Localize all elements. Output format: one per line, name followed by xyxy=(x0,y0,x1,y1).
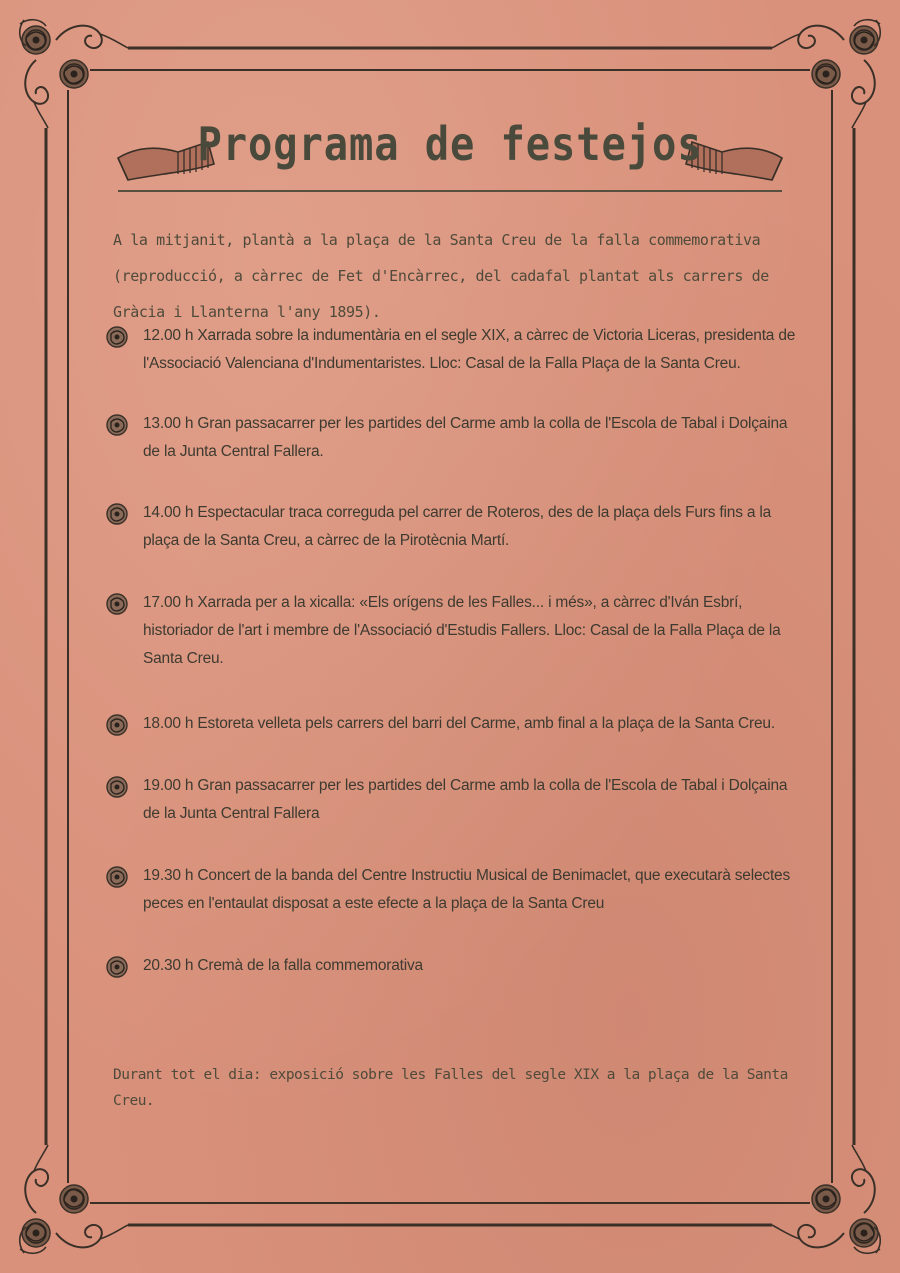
event-item xyxy=(105,589,805,673)
title-block xyxy=(110,112,790,202)
event-text: 14.00 h Espectacular traca correguda pel carrer de Roteros, des de la plaça dels Furs fins a la plaça de la Santa Creu, a càrrec de la Pirotècnia Martí. xyxy=(143,504,772,549)
event-text: 20.30 h Cremà de la falla commemorativa xyxy=(143,957,423,974)
intro-paragraph: A la mitjanit, plantà a la plaça de la Santa Creu de la falla commemorativa (reproducció, a càrrec de Fet d'Encàrrec, del cadafal plantat als carrers de Gràcia i Llanterna l'any 1895). xyxy=(113,231,769,321)
corner-flourish-icon xyxy=(772,1145,880,1253)
title-underline xyxy=(118,190,782,192)
rosette-bullet-icon xyxy=(105,955,129,979)
rosette-bullet-icon xyxy=(105,713,129,737)
rosette-bullet-icon xyxy=(105,502,129,526)
footer-note: Durant tot el dia: exposició sobre les Falles del segle XIX a la plaça de la Santa Creu. xyxy=(113,1067,788,1109)
event-item xyxy=(105,410,805,466)
rosette-bullet-icon xyxy=(105,325,129,349)
rosette-bullet-icon xyxy=(105,592,129,616)
event-text: 19.30 h Concert de la banda del Centre Instructiu Musical de Benimaclet, que executarà selectes peces en l'entaulat disposat a este efecte a la plaça de la Santa Creu xyxy=(143,867,791,912)
rosette-bullet-icon xyxy=(105,775,129,799)
rosette-bullet-icon xyxy=(105,865,129,889)
event-item xyxy=(105,862,805,918)
event-text: 12.00 h Xarrada sobre la indumentària en el segle XIX, a càrrec de Victoria Liceras, presidenta de l'Associació Valenciana d'Indumentaristes. Lloc: Casal de la Falla Plaça de la Santa Creu. xyxy=(143,327,796,372)
event-item xyxy=(105,499,805,555)
event-item xyxy=(105,772,805,828)
corner-flourish-icon xyxy=(20,1145,128,1253)
event-text: 13.00 h Gran passacarrer per les partides del Carme amb la colla de l'Escola de Tabal i Dolçaina de la Junta Central Fallera. xyxy=(143,415,788,460)
event-text: 18.00 h Estoreta velleta pels carrers del barri del Carme, amb final a la plaça de la Santa Creu. xyxy=(143,715,775,732)
event-item xyxy=(105,322,805,378)
event-text: 17.00 h Xarrada per a la xicalla: «Els orígens de les Falles... i més», a càrrec d'Iván Esbrí, historiador de l'art i membre de l'Associació d'Estudis Fallers. Lloc: Casal de la Falla Plaça de la Santa Creu. xyxy=(143,594,781,667)
rosette-bullet-icon xyxy=(105,413,129,437)
page-title: Programa de festejos xyxy=(197,117,703,171)
event-text: 19.00 h Gran passacarrer per les partides del Carme amb la colla de l'Escola de Tabal i Dolçaina de la Junta Central Fallera xyxy=(143,777,788,822)
event-item xyxy=(105,710,805,738)
event-item xyxy=(105,952,805,980)
